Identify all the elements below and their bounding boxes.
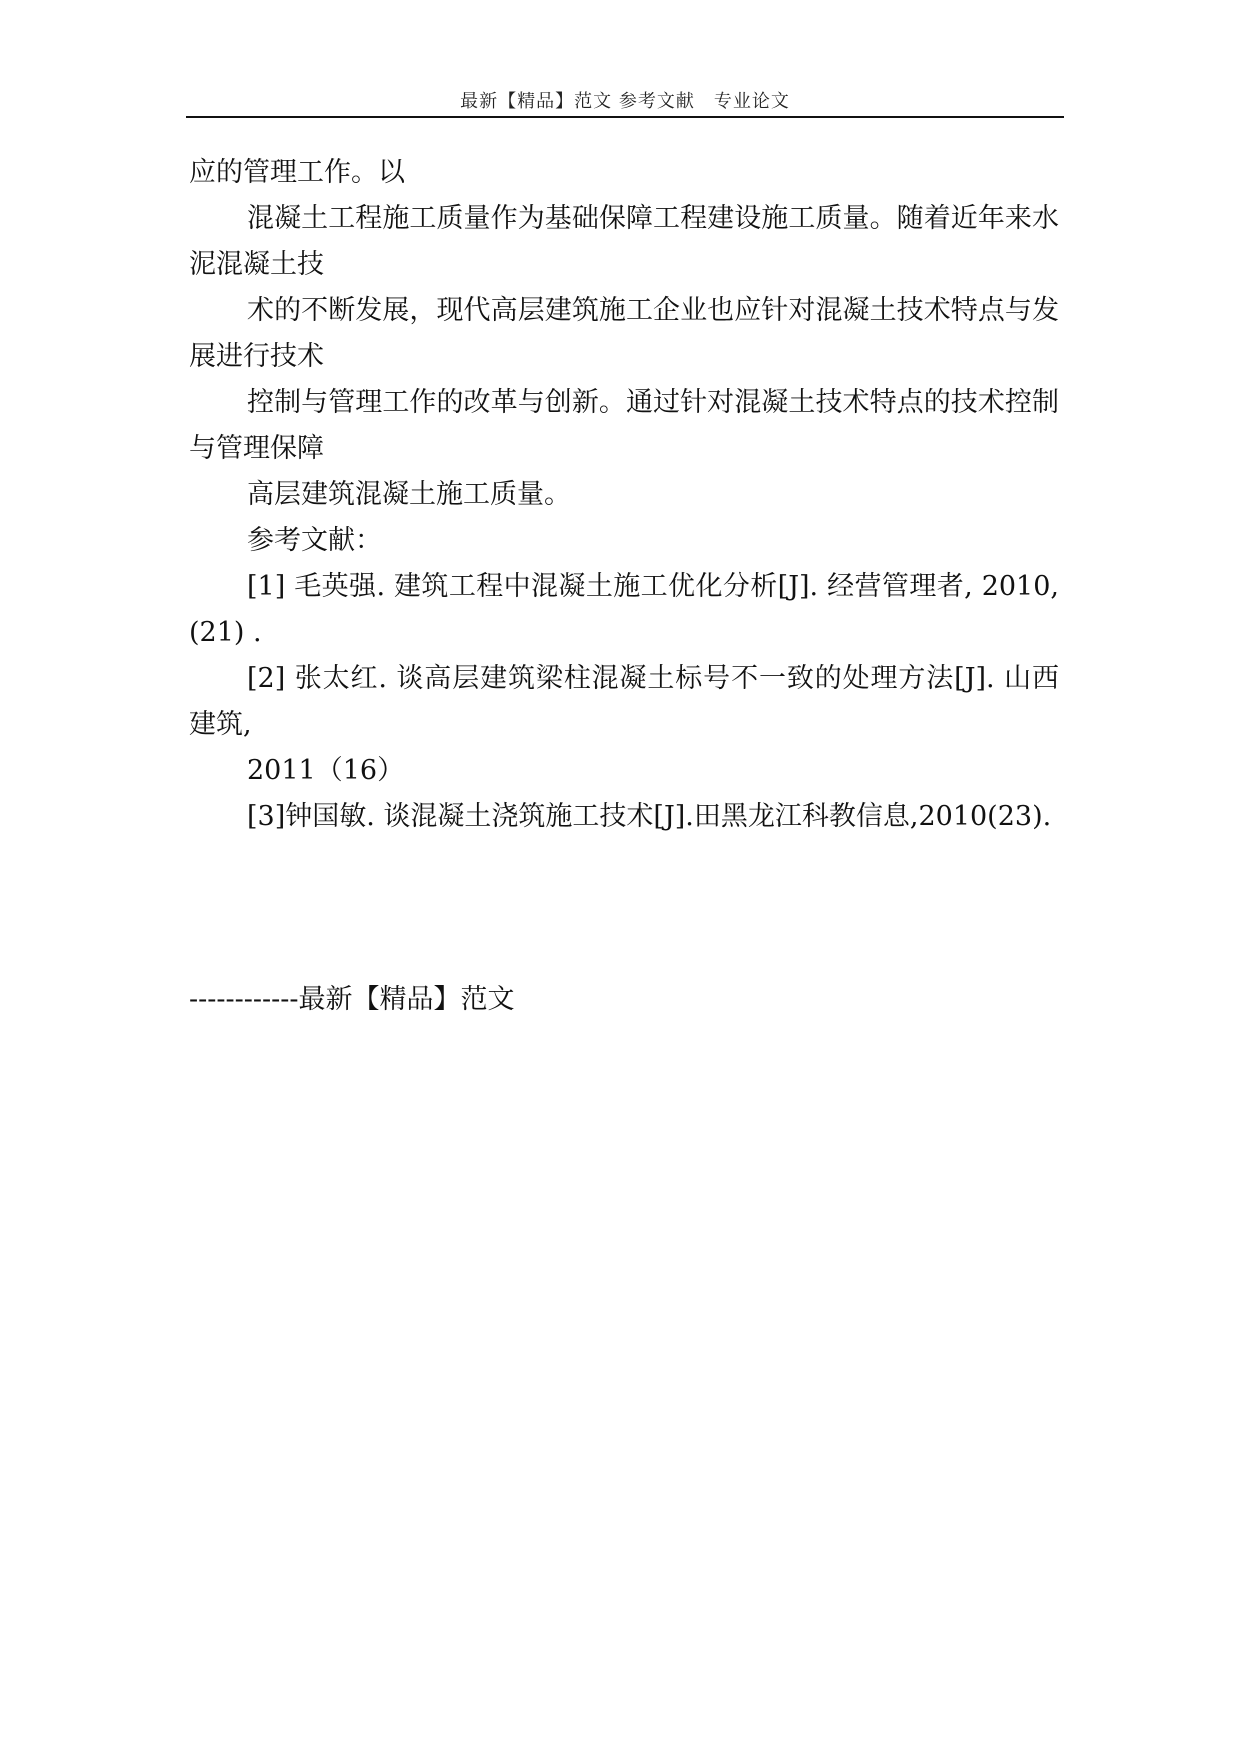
paragraph: 混凝土工程施工质量作为基础保障工程建设施工质量。随着近年来水泥混凝土技 <box>189 203 1059 280</box>
reference-item: [2] 张太红. 谈高层建筑梁柱混凝土标号不一致的处理方法[J]. 山西建筑, <box>189 663 1059 740</box>
paragraph: 高层建筑混凝土施工质量。 <box>247 479 571 510</box>
paragraph: 控制与管理工作的改革与创新。通过针对混凝土技术特点的技术控制与管理保障 <box>189 387 1059 464</box>
page-footer: ------------最新【精品】范文 <box>189 984 515 1015</box>
reference-item: [3]钟国敏. 谈混凝土浇筑施工技术[J].田黑龙江科教信息,2010(23). <box>247 801 1052 832</box>
document-body <box>189 150 1059 840</box>
page-header: 最新【精品】范文 参考文献 专业论文 <box>460 91 790 112</box>
reference-item: [1] 毛英强. 建筑工程中混凝土施工优化分析[J]. 经营管理者, 2010,(21) . <box>189 571 1059 648</box>
paragraph: 应的管理工作。以 <box>189 157 405 188</box>
header-divider <box>186 116 1064 118</box>
reference-item: 2011（16） <box>247 755 405 786</box>
references-heading: 参考文献： <box>247 525 382 556</box>
paragraph: 术的不断发展，现代高层建筑施工企业也应针对混凝土技术特点与发展进行技术 <box>189 295 1059 372</box>
